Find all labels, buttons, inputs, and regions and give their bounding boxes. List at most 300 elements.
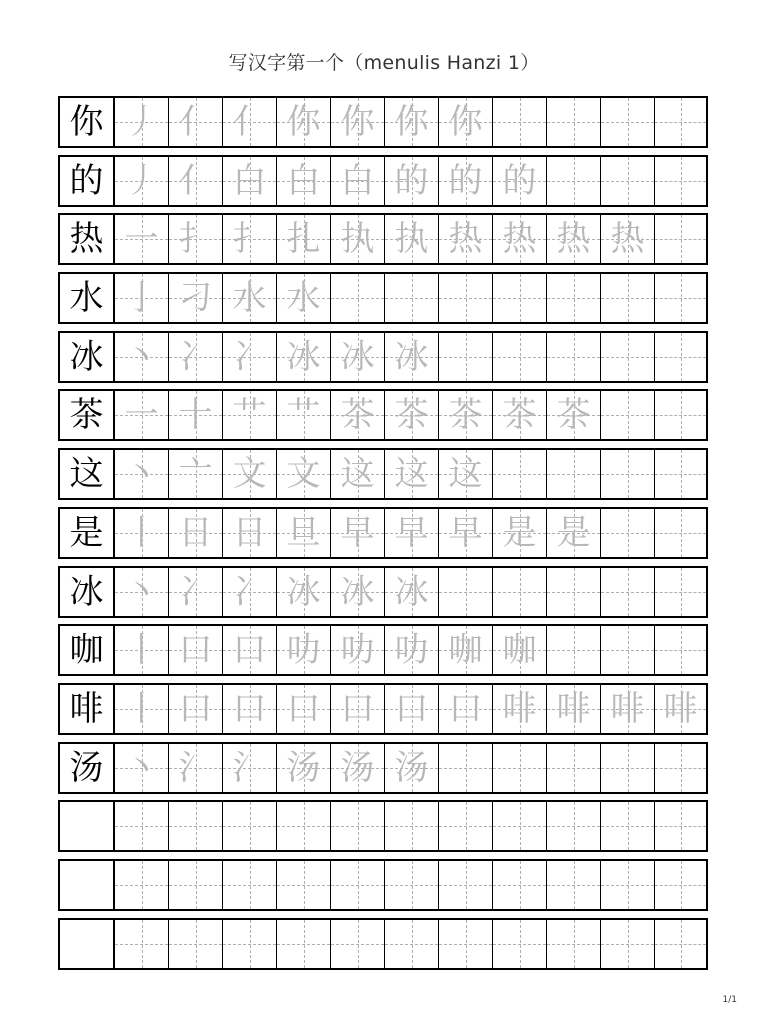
tracing-cell[interactable] (115, 744, 169, 792)
tracing-cell[interactable] (493, 333, 547, 381)
tracing-cell[interactable] (115, 685, 169, 733)
model-character-cell (60, 509, 115, 557)
stroke-order-trace: 你 (394, 102, 429, 142)
tracing-cell[interactable] (493, 157, 547, 205)
tracing-cell[interactable] (547, 450, 601, 498)
tracing-cell[interactable] (331, 157, 385, 205)
tracing-cell[interactable] (115, 626, 169, 674)
stroke-order-trace (547, 802, 600, 850)
stroke-order-trace (655, 568, 706, 616)
stroke-order-trace: 旦 (286, 513, 321, 553)
stroke-order-trace (601, 157, 654, 205)
tracing-cell[interactable] (169, 861, 223, 909)
tracing-cell[interactable] (493, 920, 547, 968)
tracing-cell[interactable] (385, 450, 439, 498)
stroke-order-trace: 日 (232, 513, 267, 553)
tracing-cell[interactable] (169, 98, 223, 146)
stroke-order-trace (493, 568, 546, 616)
tracing-cell[interactable] (601, 391, 655, 439)
stroke-order-trace: 氵 (232, 748, 267, 788)
stroke-order-trace (439, 274, 492, 322)
tracing-cell[interactable] (655, 333, 706, 381)
stroke-order-trace: 口 (178, 630, 213, 670)
stroke-order-trace (601, 568, 654, 616)
practice-row (58, 155, 708, 207)
tracing-cell[interactable] (439, 626, 493, 674)
tracing-cell[interactable] (547, 509, 601, 557)
tracing-cell[interactable] (601, 157, 655, 205)
tracing-cell[interactable] (385, 802, 439, 850)
stroke-order-trace (223, 920, 276, 968)
tracing-cell[interactable] (385, 333, 439, 381)
tracing-cell[interactable] (115, 98, 169, 146)
tracing-cell[interactable] (601, 215, 655, 263)
tracing-cell[interactable] (655, 274, 706, 322)
stroke-order-trace: 早 (448, 513, 483, 553)
tracing-cell[interactable] (115, 157, 169, 205)
model-character: 这 (69, 454, 104, 494)
tracing-cell[interactable] (115, 450, 169, 498)
stroke-order-trace: 冫 (178, 572, 213, 612)
tracing-cell[interactable] (277, 626, 331, 674)
tracing-cell[interactable] (439, 509, 493, 557)
stroke-order-trace (547, 744, 600, 792)
tracing-cell[interactable] (277, 685, 331, 733)
tracing-cell[interactable] (655, 861, 706, 909)
tracing-cell[interactable] (493, 861, 547, 909)
stroke-order-trace (655, 861, 706, 909)
tracing-cell[interactable] (223, 509, 277, 557)
tracing-cell[interactable] (655, 509, 706, 557)
tracing-cell[interactable] (331, 626, 385, 674)
stroke-order-trace (655, 802, 706, 850)
tracing-cell[interactable] (439, 391, 493, 439)
stroke-order-trace (169, 920, 222, 968)
tracing-cell[interactable] (439, 98, 493, 146)
stroke-order-trace: 早 (394, 513, 429, 553)
stroke-order-trace: 亻 (178, 102, 213, 142)
tracing-cell[interactable] (169, 333, 223, 381)
tracing-cell[interactable] (169, 802, 223, 850)
tracing-cell[interactable] (655, 98, 706, 146)
model-character-cell (60, 626, 115, 674)
tracing-cell[interactable] (277, 333, 331, 381)
tracing-cell[interactable] (439, 215, 493, 263)
tracing-cell[interactable] (277, 274, 331, 322)
model-character-cell (60, 802, 115, 850)
tracing-cell[interactable] (547, 802, 601, 850)
stroke-order-trace: 热 (556, 219, 591, 259)
tracing-cell[interactable] (331, 568, 385, 616)
stroke-order-trace (547, 920, 600, 968)
tracing-cell[interactable] (115, 333, 169, 381)
stroke-order-trace (547, 626, 600, 674)
tracing-cell[interactable] (277, 802, 331, 850)
tracing-cell[interactable] (547, 215, 601, 263)
tracing-cell[interactable] (493, 215, 547, 263)
tracing-cell[interactable] (439, 333, 493, 381)
stroke-order-trace (655, 509, 706, 557)
stroke-order-trace: 冰 (394, 337, 429, 377)
stroke-order-trace: 口 (232, 630, 267, 670)
stroke-order-trace: 丨 (124, 689, 159, 729)
tracing-cell[interactable] (601, 685, 655, 733)
tracing-cell[interactable] (655, 626, 706, 674)
tracing-cell[interactable] (331, 744, 385, 792)
tracing-cell[interactable] (601, 333, 655, 381)
tracing-cell[interactable] (601, 626, 655, 674)
model-character: 冰 (69, 572, 104, 612)
tracing-cell[interactable] (385, 98, 439, 146)
tracing-cell[interactable] (439, 274, 493, 322)
tracing-cell[interactable] (385, 685, 439, 733)
stroke-order-trace (223, 861, 276, 909)
tracing-cell[interactable] (493, 98, 547, 146)
stroke-order-trace: 丶 (124, 748, 159, 788)
page-indicator: 1/1 (722, 995, 737, 1005)
tracing-cell[interactable] (385, 509, 439, 557)
stroke-order-trace (439, 920, 492, 968)
tracing-cell[interactable] (547, 920, 601, 968)
stroke-order-trace: 艹 (232, 395, 267, 435)
tracing-cell[interactable] (277, 509, 331, 557)
stroke-order-trace (223, 802, 276, 850)
tracing-cell[interactable] (223, 391, 277, 439)
model-character (60, 861, 113, 909)
tracing-cell[interactable] (385, 391, 439, 439)
tracing-cell[interactable] (277, 391, 331, 439)
stroke-order-trace (601, 626, 654, 674)
stroke-order-trace (655, 744, 706, 792)
stroke-order-trace (385, 274, 438, 322)
tracing-cell[interactable] (277, 568, 331, 616)
stroke-order-trace: 茶 (340, 395, 375, 435)
practice-row (58, 96, 708, 148)
tracing-cell[interactable] (115, 861, 169, 909)
tracing-cell[interactable] (223, 861, 277, 909)
tracing-cell[interactable] (547, 333, 601, 381)
tracing-cell[interactable] (223, 802, 277, 850)
stroke-order-trace: 白 (340, 161, 375, 201)
tracing-cell[interactable] (439, 802, 493, 850)
tracing-cell[interactable] (601, 920, 655, 968)
stroke-order-trace (547, 274, 600, 322)
stroke-order-trace: 口 (448, 689, 483, 729)
tracing-cell[interactable] (655, 802, 706, 850)
tracing-cell[interactable] (547, 744, 601, 792)
stroke-order-trace: 丨 (124, 513, 159, 553)
stroke-order-trace: 白 (232, 161, 267, 201)
tracing-cell[interactable] (493, 685, 547, 733)
tracing-cell[interactable] (169, 274, 223, 322)
stroke-order-trace: 口 (178, 689, 213, 729)
tracing-cell[interactable] (169, 920, 223, 968)
tracing-cell[interactable] (385, 274, 439, 322)
tracing-cell[interactable] (277, 744, 331, 792)
tracing-cell[interactable] (601, 274, 655, 322)
tracing-cell[interactable] (277, 215, 331, 263)
stroke-order-trace: 丿 (124, 161, 159, 201)
stroke-order-trace (385, 920, 438, 968)
stroke-order-trace: 啡 (556, 689, 591, 729)
stroke-order-trace (655, 98, 706, 146)
stroke-order-trace: 丶 (124, 572, 159, 612)
tracing-cell[interactable] (493, 568, 547, 616)
stroke-order-trace (493, 861, 546, 909)
tracing-cell[interactable] (547, 157, 601, 205)
tracing-cell[interactable] (115, 920, 169, 968)
stroke-order-trace (439, 802, 492, 850)
stroke-order-trace: 叻 (340, 630, 375, 670)
stroke-order-trace (601, 509, 654, 557)
stroke-order-trace (277, 861, 330, 909)
tracing-cell[interactable] (277, 157, 331, 205)
tracing-cell[interactable] (115, 391, 169, 439)
tracing-cell[interactable] (223, 568, 277, 616)
stroke-order-trace: 茶 (502, 395, 537, 435)
model-character: 咖 (69, 630, 104, 670)
tracing-cell[interactable] (385, 568, 439, 616)
tracing-cell[interactable] (331, 509, 385, 557)
tracing-cell[interactable] (169, 157, 223, 205)
tracing-cell[interactable] (277, 861, 331, 909)
tracing-cell[interactable] (493, 450, 547, 498)
tracing-cell[interactable] (169, 450, 223, 498)
tracing-cell[interactable] (115, 802, 169, 850)
tracing-cell[interactable] (547, 391, 601, 439)
tracing-cell[interactable] (277, 920, 331, 968)
stroke-order-trace: 热 (448, 219, 483, 259)
tracing-cell[interactable] (601, 861, 655, 909)
stroke-order-trace: 冰 (286, 337, 321, 377)
stroke-order-trace: 汤 (394, 748, 429, 788)
stroke-order-trace: 扌 (178, 219, 213, 259)
tracing-cell[interactable] (223, 744, 277, 792)
stroke-order-trace (439, 333, 492, 381)
tracing-cell[interactable] (655, 450, 706, 498)
tracing-cell[interactable] (655, 157, 706, 205)
tracing-cell[interactable] (439, 920, 493, 968)
tracing-cell[interactable] (331, 274, 385, 322)
stroke-order-trace (115, 861, 168, 909)
tracing-cell[interactable] (601, 802, 655, 850)
stroke-order-trace: 汤 (286, 748, 321, 788)
stroke-order-trace: 冰 (340, 337, 375, 377)
tracing-cell[interactable] (331, 861, 385, 909)
tracing-cell[interactable] (493, 626, 547, 674)
tracing-cell[interactable] (439, 861, 493, 909)
tracing-cell[interactable] (115, 568, 169, 616)
stroke-order-trace: 冫 (232, 572, 267, 612)
stroke-order-trace: 亻 (178, 161, 213, 201)
tracing-cell[interactable] (493, 391, 547, 439)
stroke-order-trace (439, 861, 492, 909)
tracing-cell[interactable] (277, 98, 331, 146)
tracing-cell[interactable] (547, 626, 601, 674)
tracing-cell[interactable] (601, 450, 655, 498)
tracing-cell[interactable] (169, 744, 223, 792)
stroke-order-trace (115, 802, 168, 850)
stroke-order-trace (601, 274, 654, 322)
stroke-order-trace (493, 450, 546, 498)
practice-row (58, 859, 708, 911)
tracing-cell[interactable] (331, 98, 385, 146)
tracing-cell[interactable] (223, 920, 277, 968)
tracing-cell[interactable] (277, 450, 331, 498)
stroke-order-trace: 这 (340, 454, 375, 494)
stroke-order-trace: 冰 (286, 572, 321, 612)
tracing-cell[interactable] (601, 98, 655, 146)
tracing-cell[interactable] (601, 744, 655, 792)
tracing-cell[interactable] (655, 744, 706, 792)
tracing-cell[interactable] (547, 685, 601, 733)
stroke-order-trace: 亻 (232, 102, 267, 142)
stroke-order-trace: 汤 (340, 748, 375, 788)
tracing-cell[interactable] (169, 509, 223, 557)
stroke-order-trace: 你 (448, 102, 483, 142)
tracing-cell[interactable] (169, 626, 223, 674)
tracing-cell[interactable] (385, 920, 439, 968)
tracing-cell[interactable] (115, 509, 169, 557)
tracing-cell[interactable] (493, 274, 547, 322)
stroke-order-trace (493, 920, 546, 968)
stroke-order-trace: 热 (502, 219, 537, 259)
tracing-cell[interactable] (601, 509, 655, 557)
stroke-order-trace: 是 (502, 513, 537, 553)
tracing-cell[interactable] (331, 450, 385, 498)
tracing-cell[interactable] (223, 450, 277, 498)
stroke-order-trace: 啡 (663, 689, 698, 729)
tracing-cell[interactable] (493, 509, 547, 557)
stroke-order-trace: 冫 (232, 337, 267, 377)
tracing-cell[interactable] (223, 333, 277, 381)
stroke-order-trace (169, 802, 222, 850)
stroke-order-trace (655, 333, 706, 381)
stroke-order-trace: 一 (124, 219, 159, 259)
stroke-order-trace (601, 802, 654, 850)
tracing-cell[interactable] (439, 450, 493, 498)
tracing-cell[interactable] (547, 274, 601, 322)
stroke-order-trace (385, 802, 438, 850)
practice-row (58, 800, 708, 852)
practice-row (58, 742, 708, 794)
tracing-cell[interactable] (223, 274, 277, 322)
tracing-cell[interactable] (547, 861, 601, 909)
tracing-cell[interactable] (385, 861, 439, 909)
stroke-order-trace: 丨 (124, 630, 159, 670)
stroke-order-trace: 茶 (448, 395, 483, 435)
tracing-cell[interactable] (115, 215, 169, 263)
tracing-cell[interactable] (385, 215, 439, 263)
tracing-cell[interactable] (331, 920, 385, 968)
tracing-cell[interactable] (223, 98, 277, 146)
practice-row (58, 507, 708, 559)
practice-row (58, 448, 708, 500)
stroke-order-trace (493, 98, 546, 146)
model-character-cell (60, 568, 115, 616)
model-character-cell (60, 274, 115, 322)
stroke-order-trace: 丿 (124, 102, 159, 142)
stroke-order-trace: 执 (394, 219, 429, 259)
tracing-cell[interactable] (331, 685, 385, 733)
model-character: 水 (69, 278, 104, 318)
model-character-cell (60, 215, 115, 263)
stroke-order-trace: 的 (502, 161, 537, 201)
tracing-cell[interactable] (439, 685, 493, 733)
tracing-cell[interactable] (439, 744, 493, 792)
tracing-cell[interactable] (223, 157, 277, 205)
stroke-order-trace: 冰 (394, 572, 429, 612)
tracing-cell[interactable] (493, 744, 547, 792)
tracing-cell[interactable] (223, 685, 277, 733)
tracing-cell[interactable] (385, 744, 439, 792)
stroke-order-trace (547, 157, 600, 205)
tracing-cell[interactable] (331, 333, 385, 381)
tracing-cell[interactable] (169, 391, 223, 439)
stroke-order-trace (601, 450, 654, 498)
model-character: 汤 (69, 748, 104, 788)
model-character: 的 (69, 161, 104, 201)
stroke-order-trace (601, 861, 654, 909)
stroke-order-trace (547, 450, 600, 498)
model-character: 你 (69, 102, 104, 142)
tracing-cell[interactable] (655, 391, 706, 439)
stroke-order-trace (331, 920, 384, 968)
stroke-order-trace: 咖 (502, 630, 537, 670)
tracing-cell[interactable] (439, 157, 493, 205)
tracing-cell[interactable] (331, 215, 385, 263)
stroke-order-trace (277, 802, 330, 850)
tracing-cell[interactable] (655, 568, 706, 616)
tracing-cell[interactable] (547, 568, 601, 616)
tracing-cell[interactable] (547, 98, 601, 146)
tracing-cell[interactable] (169, 568, 223, 616)
stroke-order-trace: 的 (394, 161, 429, 201)
tracing-cell[interactable] (439, 568, 493, 616)
model-character-cell (60, 685, 115, 733)
tracing-cell[interactable] (223, 626, 277, 674)
tracing-cell[interactable] (655, 920, 706, 968)
tracing-cell[interactable] (601, 568, 655, 616)
tracing-cell[interactable] (169, 685, 223, 733)
stroke-order-trace (493, 744, 546, 792)
model-character-cell (60, 450, 115, 498)
stroke-order-trace (655, 920, 706, 968)
tracing-cell[interactable] (385, 626, 439, 674)
stroke-order-trace: 水 (286, 278, 321, 318)
tracing-cell[interactable] (655, 685, 706, 733)
model-character: 冰 (69, 337, 104, 377)
stroke-order-trace: 你 (340, 102, 375, 142)
stroke-order-trace (547, 568, 600, 616)
stroke-order-trace: 叻 (286, 630, 321, 670)
tracing-cell[interactable] (223, 215, 277, 263)
tracing-cell[interactable] (169, 215, 223, 263)
tracing-cell[interactable] (331, 802, 385, 850)
stroke-order-trace (655, 215, 706, 263)
model-character-cell (60, 98, 115, 146)
tracing-cell[interactable] (331, 391, 385, 439)
stroke-order-trace: 茶 (394, 395, 429, 435)
stroke-order-trace: 氵 (178, 748, 213, 788)
stroke-order-trace: 冫 (178, 337, 213, 377)
tracing-cell[interactable] (655, 215, 706, 263)
stroke-order-trace (655, 157, 706, 205)
stroke-order-trace: 艹 (286, 395, 321, 435)
tracing-cell[interactable] (385, 157, 439, 205)
tracing-cell[interactable] (493, 802, 547, 850)
tracing-cell[interactable] (115, 274, 169, 322)
